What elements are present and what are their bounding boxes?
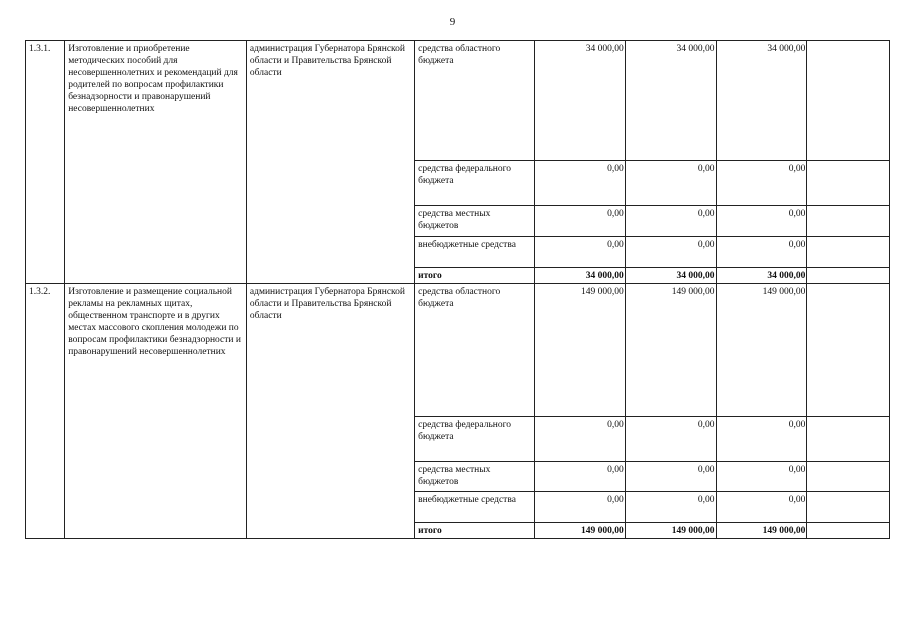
total-value: 149 000,00 [625, 523, 716, 539]
total-value: 34 000,00 [716, 268, 807, 284]
source-label: средства областного бюджета [415, 284, 535, 417]
value-cell: 149 000,00 [716, 284, 807, 417]
source-label: средства федерального бюджета [415, 161, 535, 206]
value-cell: 0,00 [716, 237, 807, 268]
source-label: средства местных бюджетов [415, 206, 535, 237]
value-cell: 0,00 [534, 417, 625, 462]
value-cell: 149 000,00 [534, 284, 625, 417]
measure-name: Изготовление и размещение социальной рекламы на рекламных щитах, общественном транспорте и в других местах массового скопления молодежи по вопросам профилактики безнадзорности и правонарушений несовершеннолетних [65, 284, 247, 539]
source-label: внебюджетные средства [415, 237, 535, 268]
value-cell: 0,00 [625, 237, 716, 268]
empty-cell [807, 206, 890, 237]
value-cell: 34 000,00 [716, 41, 807, 161]
value-cell: 0,00 [534, 206, 625, 237]
value-cell: 0,00 [716, 462, 807, 492]
source-label: внебюджетные средства [415, 492, 535, 523]
total-value: 34 000,00 [625, 268, 716, 284]
executor: администрация Губернатора Брянской области и Правительства Брянской области [246, 41, 414, 284]
empty-cell [807, 523, 890, 539]
empty-cell [807, 417, 890, 462]
value-cell: 34 000,00 [534, 41, 625, 161]
value-cell: 0,00 [716, 206, 807, 237]
value-cell: 34 000,00 [625, 41, 716, 161]
source-label: средства местных бюджетов [415, 462, 535, 492]
page-number: 9 [449, 16, 456, 28]
value-cell: 0,00 [534, 161, 625, 206]
value-cell: 0,00 [625, 462, 716, 492]
empty-cell [807, 492, 890, 523]
value-cell: 0,00 [716, 417, 807, 462]
empty-cell [807, 462, 890, 492]
source-label: средства федерального бюджета [415, 417, 535, 462]
value-cell: 0,00 [534, 462, 625, 492]
total-value: 34 000,00 [534, 268, 625, 284]
total-label: итого [415, 523, 535, 539]
value-cell: 0,00 [625, 161, 716, 206]
empty-cell [807, 41, 890, 161]
value-cell: 0,00 [534, 237, 625, 268]
value-cell: 0,00 [625, 492, 716, 523]
budget-table [25, 40, 890, 539]
value-cell: 0,00 [716, 492, 807, 523]
source-label: средства областного бюджета [415, 41, 535, 161]
row-number: 1.3.1. [26, 41, 65, 284]
empty-cell [807, 284, 890, 417]
table-row [26, 284, 890, 417]
total-label: итого [415, 268, 535, 284]
value-cell: 0,00 [625, 206, 716, 237]
value-cell: 0,00 [534, 492, 625, 523]
value-cell: 0,00 [625, 417, 716, 462]
row-number: 1.3.2. [26, 284, 65, 539]
total-value: 149 000,00 [534, 523, 625, 539]
empty-cell [807, 161, 890, 206]
value-cell: 149 000,00 [625, 284, 716, 417]
value-cell: 0,00 [716, 161, 807, 206]
table-row [26, 41, 890, 161]
executor: администрация Губернатора Брянской области и Правительства Брянской области [246, 284, 414, 539]
measure-name: Изготовление и приобретение методических пособий для несовершеннолетних и рекомендаций для родителей по вопросам профилактики безнадзорности и правонарушений несовершеннолетних [65, 41, 247, 284]
empty-cell [807, 268, 890, 284]
total-value: 149 000,00 [716, 523, 807, 539]
empty-cell [807, 237, 890, 268]
